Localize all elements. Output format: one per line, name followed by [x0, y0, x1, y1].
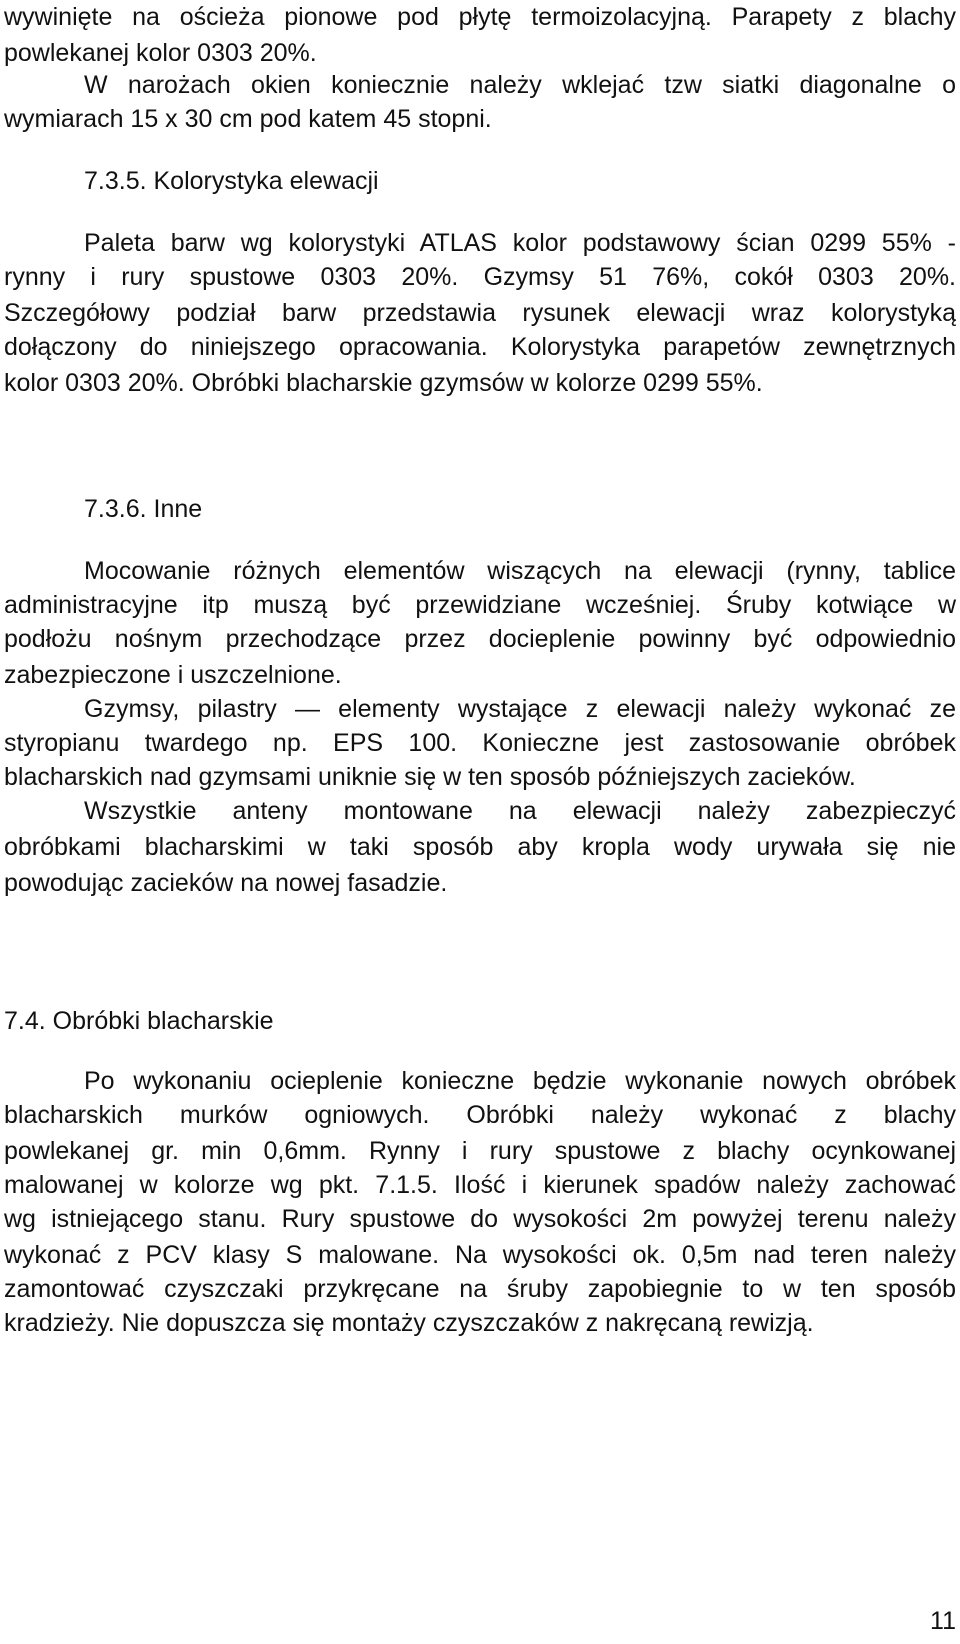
- text-line: zabezpieczone i uszczelnione.: [4, 661, 342, 689]
- text-line: styropianu twardego np. EPS 100. Konieczne jest zastosowanie obróbek: [4, 729, 956, 757]
- text-line: Wszystkie anteny montowane na elewacji należy zabezpieczyć: [84, 797, 956, 825]
- text-line: Po wykonaniu ocieplenie konieczne będzie wykonanie nowych obróbek: [84, 1067, 956, 1095]
- text-line: kradzieży. Nie dopuszcza się montaży czyszczaków z nakręcaną rewizją.: [4, 1309, 814, 1337]
- text-line: kolor 0303 20%. Obróbki blacharskie gzymsów w kolorze 0299 55%.: [4, 369, 763, 397]
- text-line: blacharskich nad gzymsami uniknie się w ten sposób późniejszych zacieków.: [4, 763, 856, 791]
- text-line: zamontować czyszczaki przykręcane na śruby zapobiegnie to w ten sposób: [4, 1275, 956, 1303]
- text-line: powlekanej gr. min 0,6mm. Rynny i rury spustowe z blachy ocynkowanej: [4, 1137, 956, 1165]
- text-line: dołączony do niniejszego opracowania. Kolorystyka parapetów zewnętrznych: [4, 333, 956, 361]
- text-line: wykonać z PCV klasy S malowane. Na wysokości ok. 0,5m nad teren należy: [4, 1241, 956, 1269]
- text-line: Paleta barw wg kolorystyki ATLAS kolor podstawowy ścian 0299 55% -: [84, 229, 956, 257]
- text-line: Szczegółowy podział barw przedstawia rysunek elewacji wraz kolorystyką: [4, 299, 956, 327]
- text-line: wymiarach 15 x 30 cm pod katem 45 stopni.: [4, 105, 492, 133]
- text-line: rynny i rury spustowe 0303 20%. Gzymsy 51 76%, cokół 0303 20%.: [4, 263, 956, 291]
- text-line: Gzymsy, pilastry — elementy wystające z elewacji należy wykonać ze: [84, 695, 956, 723]
- page-number: 11: [930, 1607, 956, 1635]
- text-line: W narożach okien koniecznie należy wklejać tzw siatki diagonalne o: [84, 71, 956, 99]
- text-line: malowanej w kolorze wg pkt. 7.1.5. Ilość i kierunek spadów należy zachować: [4, 1171, 956, 1199]
- text-line: podłożu nośnym przechodzące przez docieplenie powinny być odpowiednio: [4, 625, 956, 653]
- text-line: obróbkami blacharskimi w taki sposób aby kropla wody urywała się nie: [4, 833, 956, 861]
- text-line: powodując zacieków na nowej fasadzie.: [4, 869, 448, 897]
- text-line: Mocowanie różnych elementów wiszących na elewacji (rynny, tablice: [84, 557, 956, 585]
- text-line: wywinięte na ościeża pionowe pod płytę termoizolacyjną. Parapety z blachy: [4, 3, 956, 31]
- section-heading-7-4: 7.4. Obróbki blacharskie: [4, 1007, 274, 1035]
- text-line: powlekanej kolor 0303 20%.: [4, 39, 317, 67]
- section-heading-7-3-5: 7.3.5. Kolorystyka elewacji: [84, 167, 379, 195]
- section-heading-7-3-6: 7.3.6. Inne: [84, 495, 203, 523]
- text-line: wg istniejącego stanu. Rury spustowe do wysokości 2m powyżej terenu należy: [4, 1205, 956, 1233]
- text-line: administracyjne itp muszą być przewidziane wcześniej. Śruby kotwiące w: [4, 591, 956, 619]
- text-line: blacharskich murków ogniowych. Obróbki należy wykonać z blachy: [4, 1101, 956, 1129]
